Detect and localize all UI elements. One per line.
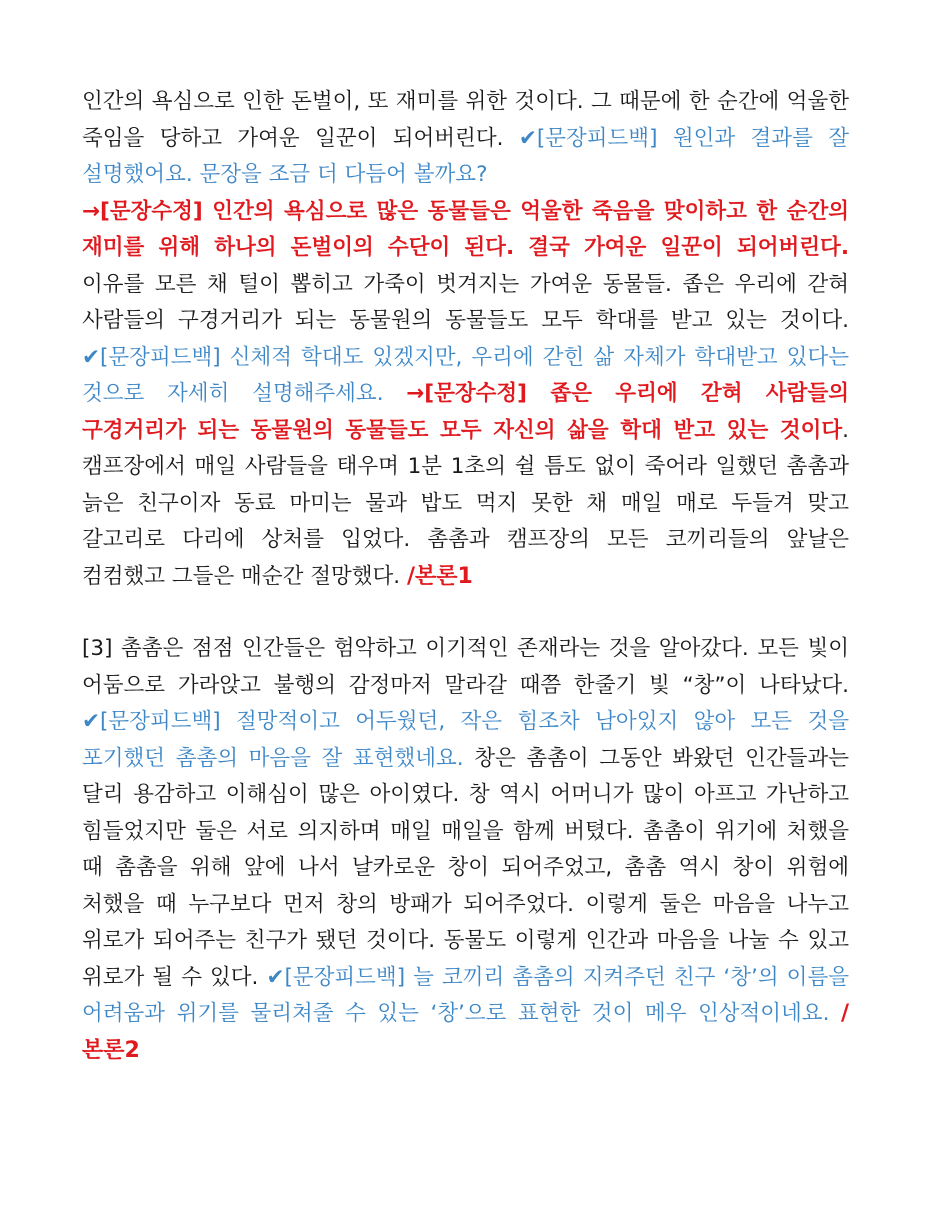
paragraph-1 <box>82 84 849 595</box>
body-text: [3] 촘촘은 점점 인간들은 험악하고 이기적인 존재라는 것을 알아갔다. 모든 빛이 어둠으로 가라앉고 불행의 감정마저 말라갈 때쯤 한줄기 빛 “창”이 나타났다. <box>82 636 849 698</box>
sentence-feedback: [문장피드백] 신체적 학대도 있겠지만, 우리에 갇힌 삶 자체가 학대받고 있다는 것으로 자세히 설명해주세요. <box>82 344 849 406</box>
body-text: 인간의 욕심으로 인한 돈벌이, 또 재미를 위한 것이다. 그 때문에 한 순간에 억울한 죽임을 당하고 가여운 일꾼이 되어버린다. <box>82 89 849 151</box>
sentence-feedback: [문장피드백] 원인과 결과를 잘 설명했어요. 문장을 조금 더 다듬어 볼까요? <box>82 125 849 187</box>
check-icon: ✔ <box>266 964 285 990</box>
check-icon: ✔ <box>518 125 537 151</box>
section-marker: /본론2 <box>82 1001 849 1063</box>
body-text: 이유를 모른 채 털이 뽑히고 가죽이 벗겨지는 가여운 동물들. 좁은 우리에 갇혀 사람들의 구경거리가 되는 동물원의 동물들도 모두 학대를 받고 있는 것이다. <box>82 271 849 333</box>
sentence-feedback: [문장피드백] 절망적이고 어두웠던, 작은 힘조차 남아있지 않아 모든 것을 포기했던 촘촘의 마음을 잘 표현했네요. <box>82 709 849 771</box>
sentence-feedback: [문장피드백] 늘 코끼리 촘촘의 지켜주던 친구 ‘창’의 이름을 어려움과 위기를 물리쳐줄 수 있는 ‘창’으로 표현한 것이 메우 인상적이네요. <box>82 964 849 1026</box>
sentence-correction: →[문장수정] 좁은 우리에 갇혀 사람들의 구경거리가 되는 동물원의 동물들도 모두 자신의 삶을 학대 받고 있는 것이다 <box>82 381 849 443</box>
body-text: . 캠프장에서 매일 사람들을 태우며 1분 1초의 쉴 틈도 없이 죽어라 일했던 촘촘과 늙은 친구이자 동료 마미는 물과 밥도 먹지 못한 채 매일 매로 두들겨 맞고 갈고리로 다리에 상처를 입었다. 촘촘과 캠프장의 모든 코끼리들의 앞날은 컴컴했고 그들은 매순간 절망했다. <box>82 417 849 589</box>
body-text: 창은 촘촘이 그동안 봐왔던 인간들과는 달리 용감하고 이해심이 많은 아이였다. 창 역시 어머니가 많이 아프고 가난하고 힘들었지만 둘은 서로 의지하며 매일 매일을 함께 버텼다. 촘촘이 위기에 처했을 때 촘촘을 위해 앞에 나서 날카로운 창이 되어주었고, 촘촘 역시 창이 위험에 처했을 때 누구보다 먼저 창의 방패가 되어주었다. 이렇게 둘은 마음을 나누고 위로가 되어주는 친구가 됐던 것이다. 동물도 이렇게 인간과 마음을 나눌 수 있고 위로가 될 수 있다. <box>82 745 849 990</box>
check-icon: ✔ <box>82 344 101 370</box>
sentence-correction: →[문장수정] 인간의 욕심으로 많은 동물들은 억울한 죽음을 맞이하고 한 순간의 재미를 위해 하나의 돈벌이의 수단이 된다. 결국 가여운 일꾼이 되어버린다. <box>82 198 849 260</box>
paragraph-2 <box>82 631 849 1069</box>
check-icon: ✔ <box>82 709 101 734</box>
section-marker: /본론1 <box>406 563 473 589</box>
